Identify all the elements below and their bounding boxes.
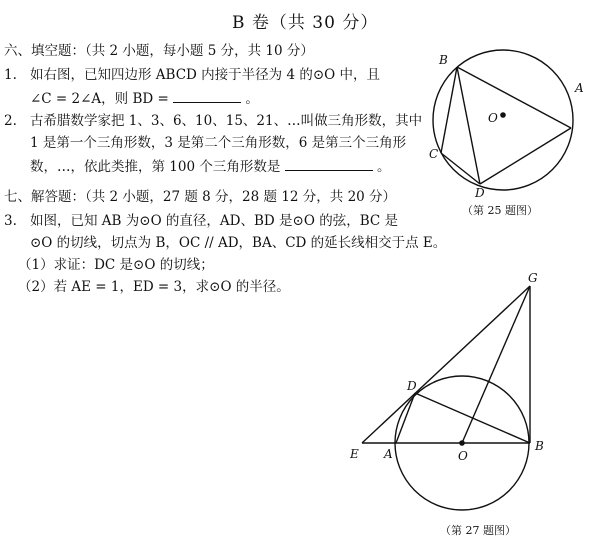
fig25-side-cb xyxy=(441,67,457,153)
figure-25 xyxy=(420,40,605,220)
figure-27-caption: （第 27 题图） xyxy=(440,524,516,537)
section-6-heading: 六、填空题：（共 2 小题，每小题 5 分，共 10 分） xyxy=(4,43,314,59)
section-7-heading: 七、解答题：（共 2 小题，27 题 8 分，28 题 12 分，共 20 分） xyxy=(4,189,397,205)
fig27-chord-ad xyxy=(396,393,415,443)
q2-answer-blank[interactable] xyxy=(285,156,373,171)
fig27-tangent-eg xyxy=(362,286,530,443)
q2-number: 2. xyxy=(4,113,17,129)
q3-line-2: ⊙O 的切线，切点为 B，OC // AD，BA、CD 的延长线相交于点 E。 xyxy=(30,235,447,251)
fig27-label-b: B xyxy=(535,439,544,453)
fig27-label-o: O xyxy=(458,449,468,463)
fig27-label-e: E xyxy=(350,447,359,461)
figure-27 xyxy=(340,270,600,520)
fig25-diagonal-bd xyxy=(457,67,480,184)
q2-line-3 xyxy=(30,156,390,176)
fig27-label-a: A xyxy=(384,447,393,461)
figure-25-caption: （第 25 题图） xyxy=(462,204,538,217)
q3-line-1: 如图，已知 AB 为⊙O 的直径，AD、BD 是⊙O 的弦，BC 是 xyxy=(30,213,398,229)
fig25-label-d: D xyxy=(475,186,485,200)
fig25-side-ba xyxy=(457,67,571,128)
fig25-label-b: B xyxy=(439,53,448,67)
q1-line-1: 如右图，已知四边形 ABCD 内接于半径为 4 的⊙O 中，且 xyxy=(30,67,380,83)
q2-line-2: 1 是第一个三角形数，3 是第二个三角形数，6 是第三个三角形 xyxy=(30,135,407,151)
fig27-center-point xyxy=(459,440,465,446)
fig27-label-g: G xyxy=(528,271,538,285)
q2-line-1: 古希腊数学家把 1、3、6、10、15、21、…叫做三角形数，其中 xyxy=(30,113,423,129)
q3-number: 3. xyxy=(4,213,17,229)
q2-line-3-text: 数，…，依此类推，第 100 个三角形数是 xyxy=(30,159,281,175)
q1-line-2 xyxy=(30,88,259,108)
fig25-center-point xyxy=(500,112,506,118)
q1-number: 1. xyxy=(4,67,17,83)
q1-line-2-text: ∠C = 2∠A，则 BD = xyxy=(30,91,169,107)
q1-line-2-end: 。 xyxy=(245,91,259,107)
page-title: B 卷（共 30 分） xyxy=(232,13,379,33)
q1-answer-blank[interactable] xyxy=(173,88,241,103)
fig25-label-c: C xyxy=(429,147,439,161)
fig25-side-ad xyxy=(480,128,571,184)
fig25-label-o: O xyxy=(488,111,498,125)
q3-part-2: （2）若 AE = 1，ED = 3，求⊙O 的半径。 xyxy=(18,279,290,295)
fig27-line-og xyxy=(462,286,530,443)
fig25-label-a: A xyxy=(575,81,584,95)
q2-line-3-end: 。 xyxy=(376,159,391,175)
fig27-label-d: D xyxy=(407,379,417,393)
q3-part-1: （1）求证：DC 是⊙O 的切线； xyxy=(18,257,214,273)
fig25-circle xyxy=(433,50,573,190)
